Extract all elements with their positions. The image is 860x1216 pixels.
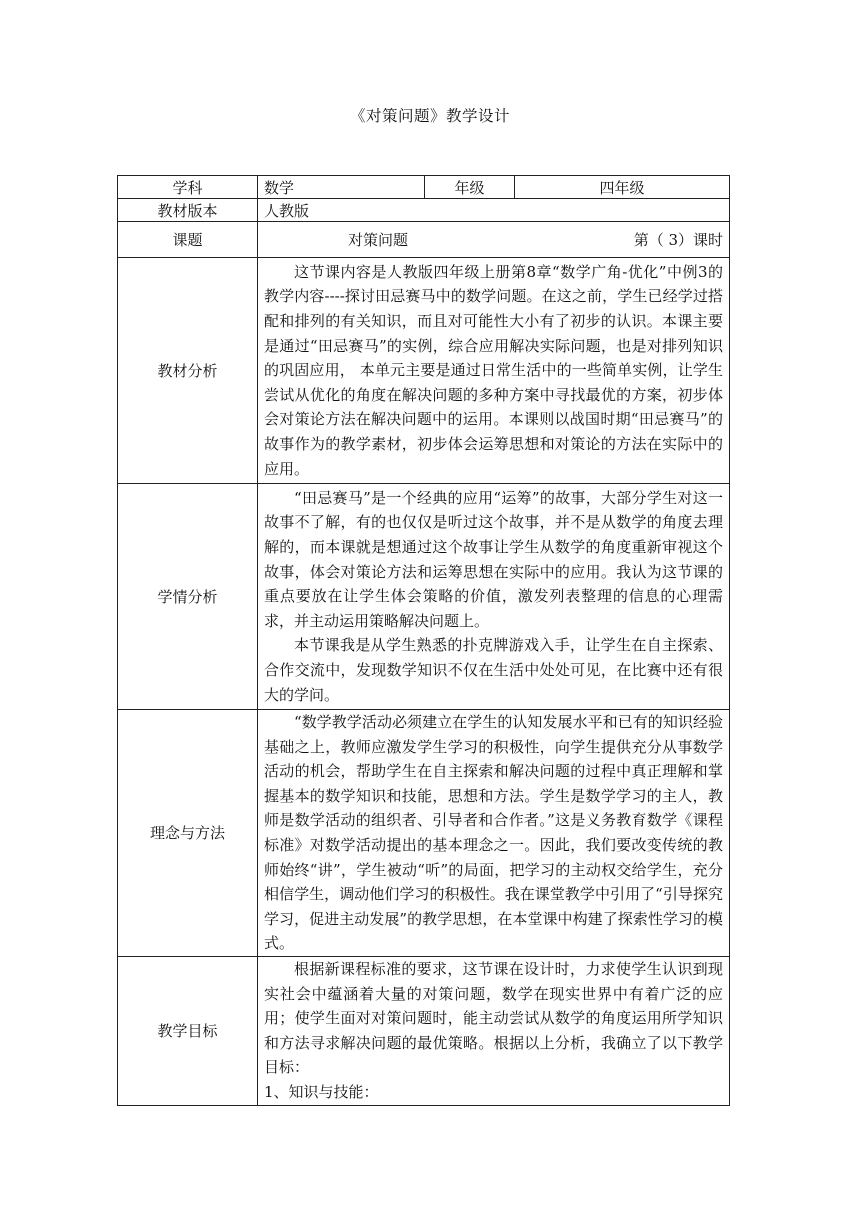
row-teaching-goals — [118, 956, 730, 1105]
edition-value: 人教版 — [258, 199, 730, 222]
row-topic — [118, 222, 730, 258]
material-analysis-label: 教材分析 — [118, 258, 258, 484]
goals-label: 教学目标 — [118, 956, 258, 1105]
document-title: 《对策问题》教学设计 — [349, 107, 510, 125]
topic-value: 对策问题 — [348, 231, 409, 249]
goals-paragraph: 根据新课程标准的要求，这节课在设计时，力求使学生认识到现实社会中蕴涵着大量的对策问题，数学在现实世界中有着广泛的应用；使学生面对对策问题时，能主动尝试从数学的角度运用所学知识和方法寻求解决问题的最优策略。根据以上分析，我确立了以下教学目标： — [264, 959, 723, 1077]
grade-label: 年级 — [425, 176, 515, 199]
row-material-analysis — [118, 258, 730, 484]
row-student-analysis — [118, 484, 730, 710]
subject-value: 数学 — [258, 176, 425, 199]
philosophy-content — [258, 710, 730, 957]
lesson-design-table — [117, 175, 730, 1106]
topic-cell — [258, 222, 730, 258]
period-value: 第（ 3）课时 — [633, 231, 723, 249]
philosophy-paragraph: “数学教学活动必须建立在学生的认知发展水平和已有的知识经验基础之上，教师应激发学生学习的积极性，向学生提供充分从事数学活动的机会，帮助学生在自主探索和解决问题的过程中真正理解和掌握基本的数学知识和技能，思想和方法。学生是数学学习的主人，教师是数学活动的组织者、引导者和合作者。”这是义务教育数学《课程标准》对数学活动提出的基本理念之一。因此，我们要改变传统的教师始终“讲”，学生被动“听”的局面，把学习的主动权交给学生，充分相信学生，调动他们学习的积极性。我在课堂教学中引用了“引导探究学习，促进主动发展”的教学思想，在本堂课中构建了探索性学习的模式。 — [264, 713, 723, 953]
goals-item-1: 1、知识与技能： — [264, 1082, 379, 1101]
subject-label: 学科 — [118, 176, 258, 199]
material-paragraph: 这节课内容是人教版四年级上册第8章“数学广角-优化”中例3的教学内容----探讨田忌赛马中的数学问题。在这之前，学生已经学过搭配和排列的有关知识，而且对可能性大小有了初步的认识。本课主要是通过“田忌赛马”的实例，综合应用解决实际问题，也是对排列知识的巩固应用， 本单元主要是通过日常生活中的一些简单实例，让学生尝试从优化的角度在解决问题的多种方案中寻找最优的方案，初步体会对策论方法在解决问题中的运用。本课则以战国时期“田忌赛马”的故事作为的教学素材，初步体会运筹思想和对策论的方法在实际中的应用。 — [264, 262, 723, 478]
philosophy-label: 理念与方法 — [118, 710, 258, 957]
edition-label: 教材版本 — [118, 199, 258, 222]
row-subject — [118, 176, 730, 199]
material-analysis-content — [258, 258, 730, 484]
goals-content — [258, 956, 730, 1105]
row-edition — [118, 199, 730, 222]
student-paragraph-2: 本节课我是从学生熟悉的扑克牌游戏入手，让学生在自主探索、合作交流中，发现数学知识不仅在生活中处处可见，在比赛中还有很大的学问。 — [264, 636, 723, 704]
row-philosophy-method — [118, 710, 730, 957]
student-paragraph-1: “田忌赛马”是一个经典的应用“运筹”的故事，大部分学生对这一故事不了解，有的也仅仅是听过这个故事，并不是从数学的角度去理解的，而本课就是想通过这个故事让学生从数学的角度重新审视这个故事，体会对策论方法和运筹思想在实际中的应用。我认为这节课的重点要放在让学生体会策略的价值，激发列表整理的信息的心理需求，并主动运用策略解决问题上。 — [264, 488, 723, 630]
student-analysis-content — [258, 484, 730, 710]
student-analysis-label: 学情分析 — [118, 484, 258, 710]
grade-value: 四年级 — [515, 176, 730, 199]
topic-label: 课题 — [118, 222, 258, 258]
